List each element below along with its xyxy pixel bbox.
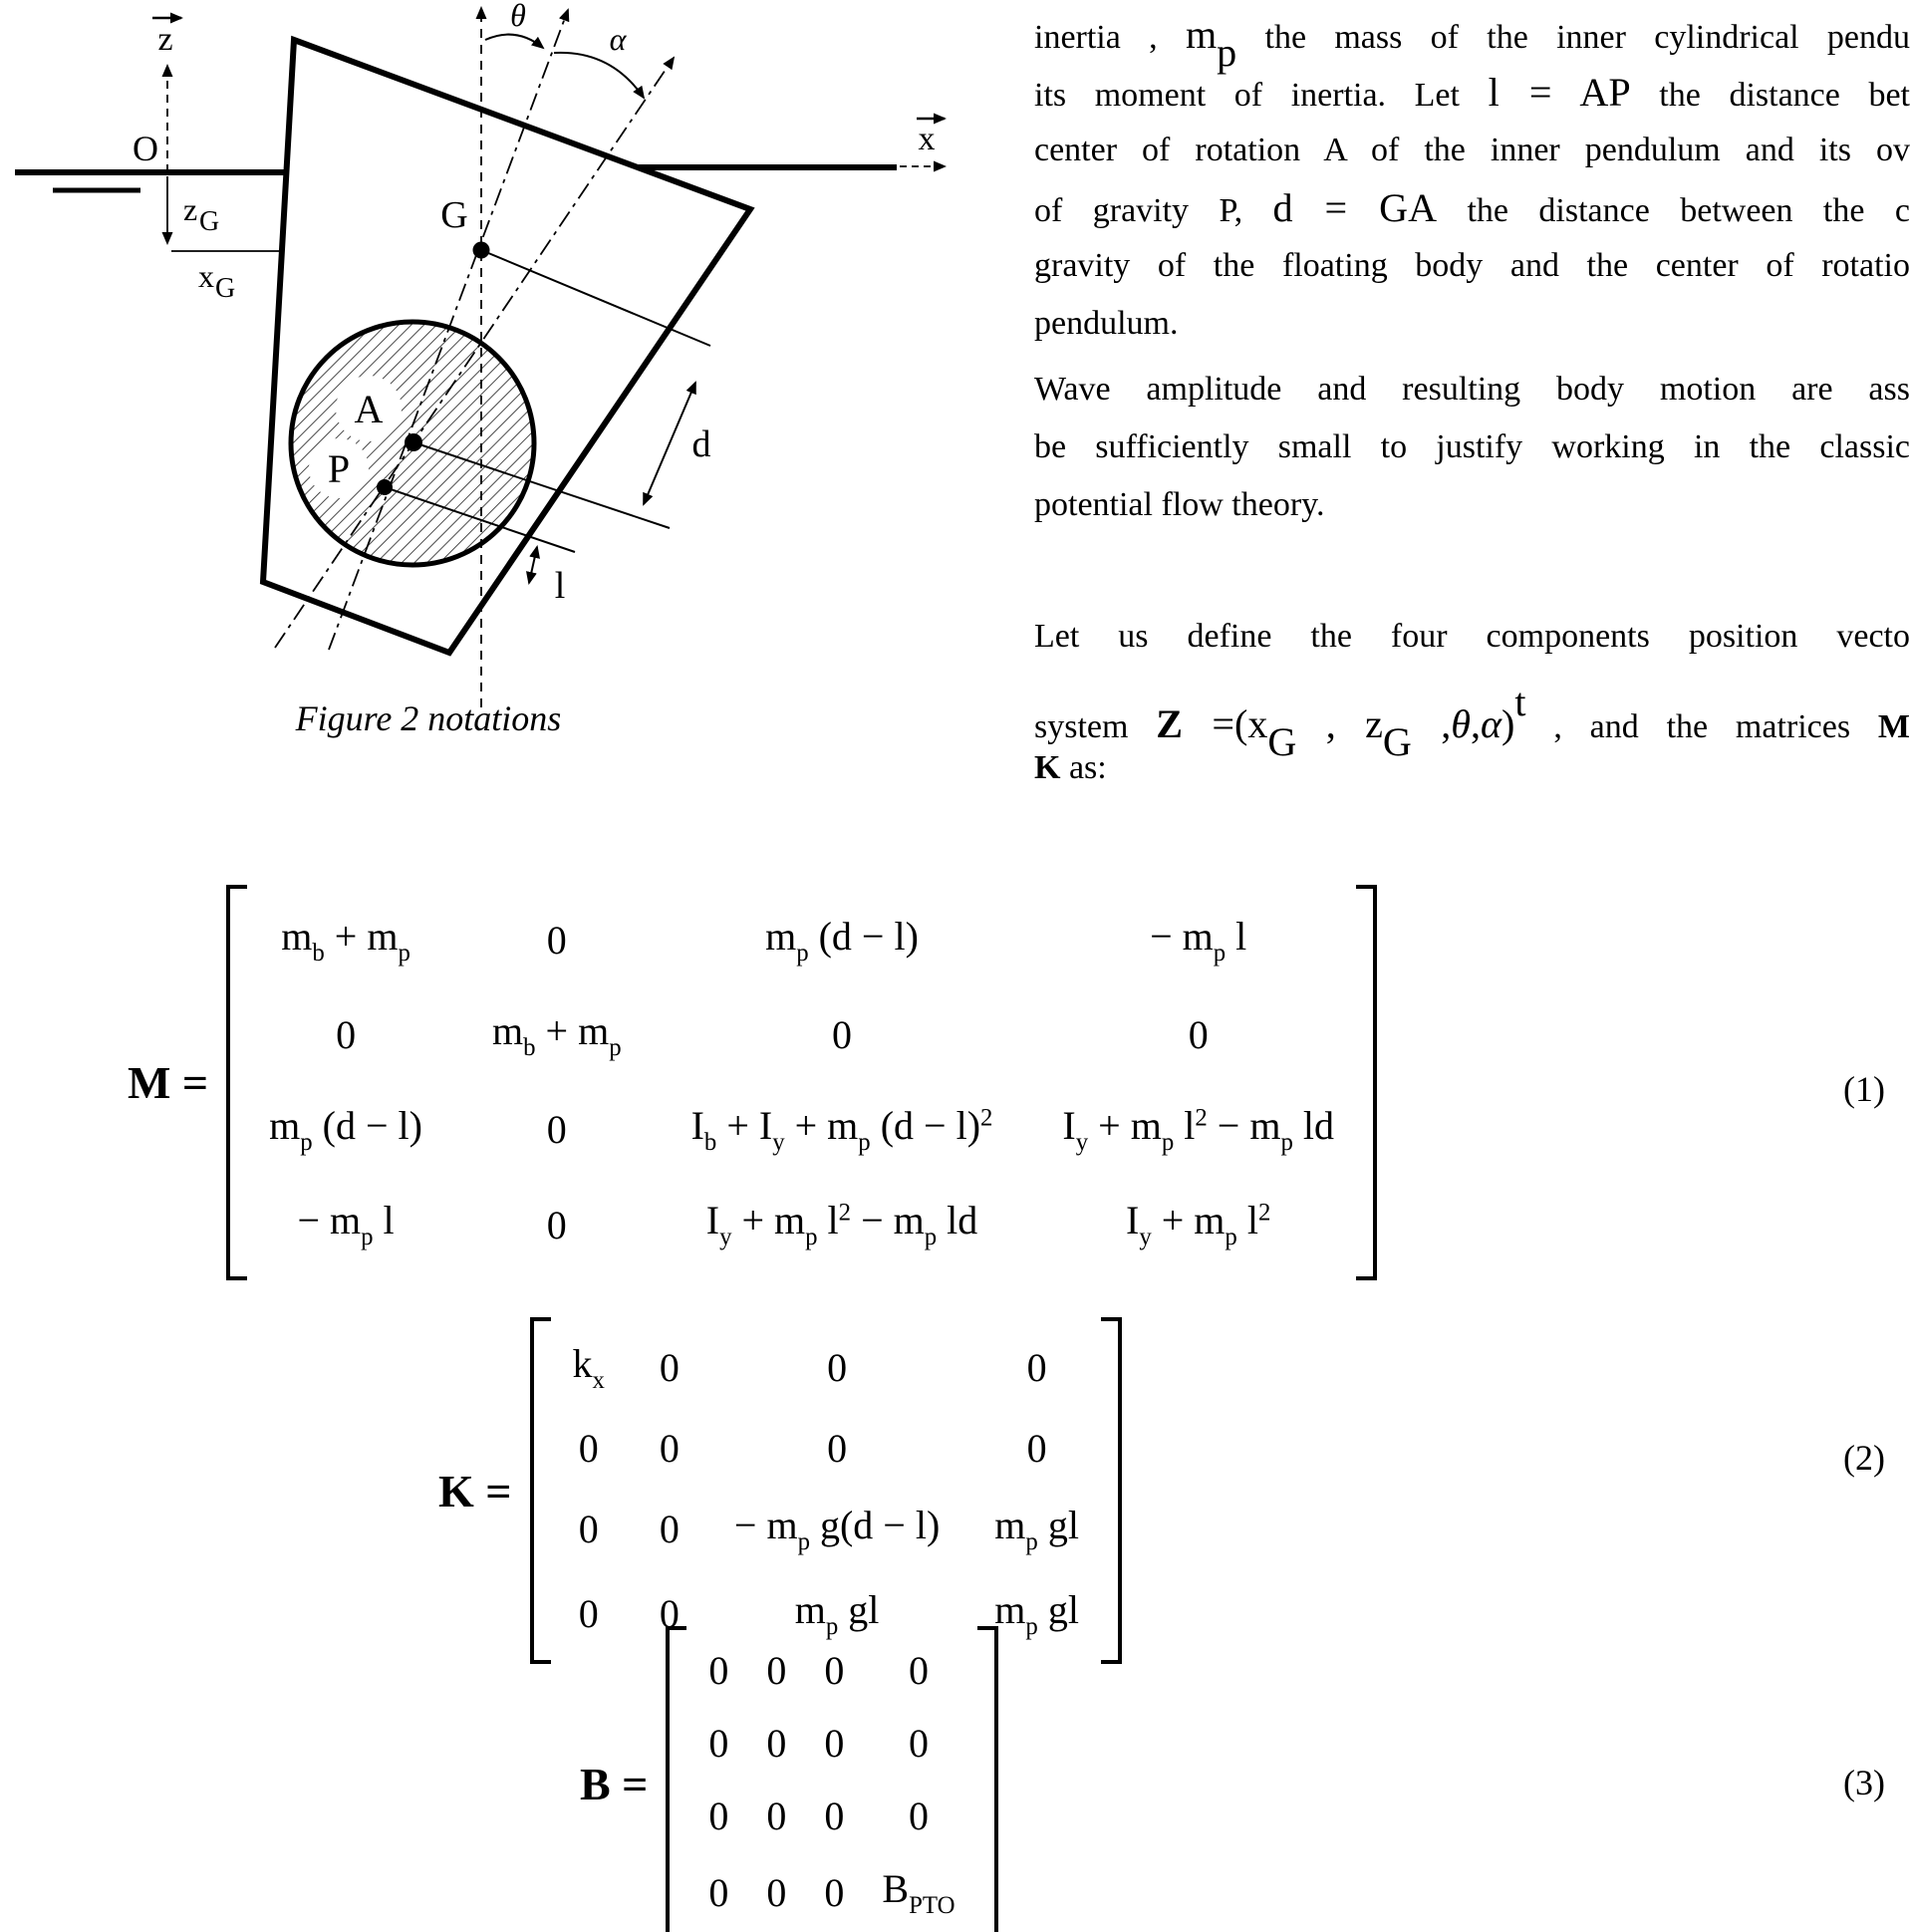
bracket-left bbox=[226, 885, 247, 1280]
l-dimension-arrow bbox=[529, 547, 537, 583]
matrix-cell: $m_p$ gl bbox=[994, 1503, 1079, 1556]
l-dimension-label: l bbox=[554, 565, 566, 607]
matrix-cell: 0 bbox=[827, 1426, 848, 1472]
matrix-cell: $m_p$ (d − l) bbox=[269, 1103, 422, 1157]
matrix-cell: − $m_p$ g(d − l) bbox=[733, 1503, 941, 1556]
matrix-cell: 0 bbox=[708, 1721, 729, 1766]
text-line: Wave amplitude and resulting body motion are ass bbox=[1034, 371, 1910, 408]
matrix-m-label: M = bbox=[128, 1056, 209, 1108]
matrix-m bbox=[226, 885, 1377, 1280]
matrix-cell: 0 bbox=[659, 1426, 680, 1472]
matrix-cell: $I_y + m_p$ $l^2 - m_p$ ld bbox=[1062, 1103, 1334, 1157]
equation-number-2: (2) bbox=[1843, 1438, 1885, 1478]
paragraph-3 bbox=[1034, 604, 1910, 801]
matrix-cell: 0 bbox=[578, 1591, 599, 1637]
matrix-cell: − $m_p$ l bbox=[297, 1198, 395, 1251]
g-point bbox=[473, 242, 490, 259]
matrix-cell: $m_p$ gl bbox=[994, 1587, 1079, 1641]
alpha-arc bbox=[554, 53, 644, 98]
d-dimension-arrow bbox=[644, 383, 695, 504]
equation-mass-matrix bbox=[128, 885, 1377, 1280]
equation-damping-matrix bbox=[580, 1626, 998, 1932]
bracket-right bbox=[977, 1626, 998, 1932]
matrix-k-label: K = bbox=[438, 1465, 512, 1517]
matrix-cell: $m_b + m_p$ bbox=[491, 1008, 622, 1062]
matrix-cell: $k_x$ bbox=[572, 1341, 605, 1395]
matrix-cell: 0 bbox=[578, 1426, 599, 1472]
text-line: system $Z =(x_G$ , $z_G$ ,θ,α)$^t$ , and the matrices M bbox=[1034, 680, 1910, 765]
g-label: G bbox=[440, 194, 468, 236]
z-axis-label: z bbox=[157, 21, 173, 58]
matrix-cell: 0 bbox=[708, 1648, 729, 1693]
matrix-b-label: B = bbox=[580, 1758, 649, 1809]
matrix-cell: 0 bbox=[708, 1794, 729, 1838]
zg-label: z bbox=[183, 191, 198, 227]
matrix-cell: 0 bbox=[908, 1648, 929, 1693]
equation-number-3: (3) bbox=[1843, 1763, 1885, 1802]
matrix-cell: 0 bbox=[336, 1012, 357, 1058]
text-line: its moment of inertia. Let l = AP the distance bet bbox=[1034, 70, 1910, 115]
matrix-cell: 0 bbox=[824, 1648, 845, 1693]
a-point bbox=[405, 433, 422, 451]
text-line: K as: bbox=[1034, 749, 1107, 786]
xg-label: x bbox=[198, 258, 214, 294]
text-line: of gravity P, d = GA the distance between the c bbox=[1034, 185, 1910, 230]
bracket-right bbox=[1101, 1317, 1122, 1664]
xg-label-sub: G bbox=[215, 273, 236, 304]
matrix-cell: 0 bbox=[1188, 1012, 1209, 1058]
matrix-cell: 0 bbox=[546, 1107, 567, 1153]
text-line: Let us define the four components position vecto bbox=[1034, 618, 1910, 655]
equation-number-1: (1) bbox=[1843, 1069, 1885, 1109]
paragraph-1 bbox=[1034, 6, 1910, 353]
matrix-cell: 0 bbox=[824, 1870, 845, 1916]
matrix-k-cells bbox=[551, 1317, 1101, 1664]
paragraph-2 bbox=[1034, 361, 1910, 534]
matrix-cell: 0 bbox=[1026, 1426, 1047, 1472]
matrix-m-cells bbox=[247, 885, 1356, 1280]
alpha-label: α bbox=[609, 21, 627, 57]
x-axis-label: x bbox=[918, 121, 936, 157]
bracket-left bbox=[530, 1317, 551, 1664]
matrix-cell: 0 bbox=[908, 1794, 929, 1838]
p-label: P bbox=[327, 446, 351, 491]
matrix-cell: 0 bbox=[824, 1721, 845, 1766]
bracket-right bbox=[1356, 885, 1377, 1280]
d-dimension-label: d bbox=[691, 423, 711, 465]
theta-label: θ bbox=[510, 0, 526, 33]
matrix-cell: 0 bbox=[659, 1507, 680, 1552]
theta-arc bbox=[485, 35, 543, 48]
matrix-cell: $m_p$ (d − l) bbox=[765, 914, 919, 967]
matrix-cell: 0 bbox=[827, 1345, 848, 1391]
matrix-cell: $I_y + m_p$ $l^2$ bbox=[1126, 1198, 1271, 1251]
text-line: gravity of the floating body and the center of rotatio bbox=[1034, 247, 1910, 284]
matrix-cell: 0 bbox=[908, 1721, 929, 1766]
matrix-cell: 0 bbox=[546, 1202, 567, 1247]
matrix-cell: 0 bbox=[659, 1591, 680, 1637]
matrix-b bbox=[666, 1626, 997, 1932]
matrix-cell: − $m_p$ l bbox=[1150, 914, 1247, 967]
a-label: A bbox=[354, 387, 384, 431]
matrix-cell: $m_b + m_p$ bbox=[281, 914, 410, 967]
text-line: pendulum. bbox=[1034, 305, 1179, 342]
text-line: inertia , $m_p$ the mass of the inner cylindrical pendu bbox=[1034, 12, 1910, 76]
figure-2-diagram bbox=[0, 0, 976, 757]
text-line: center of rotation A of the inner pendulum and its ov bbox=[1034, 132, 1910, 168]
text-line: potential flow theory. bbox=[1034, 486, 1325, 523]
matrix-cell: 0 bbox=[708, 1870, 729, 1916]
matrix-cell: $I_b + I_y + m_p$ $(d - l)^2$ bbox=[690, 1103, 993, 1157]
text-line: be sufficiently small to justify working in the classic bbox=[1034, 428, 1910, 465]
matrix-cell: 0 bbox=[824, 1794, 845, 1838]
equation-stiffness-matrix bbox=[438, 1317, 1122, 1664]
figure-caption: Figure 2 notations bbox=[295, 698, 562, 738]
matrix-cell: 0 bbox=[659, 1345, 680, 1391]
text-column bbox=[1034, 6, 1910, 801]
matrix-cell: 0 bbox=[766, 1721, 787, 1766]
matrix-b-cells bbox=[686, 1626, 976, 1932]
matrix-cell: $m_p$ gl bbox=[794, 1587, 880, 1641]
bracket-left bbox=[666, 1626, 686, 1932]
origin-label: O bbox=[133, 129, 158, 168]
matrix-cell: 0 bbox=[766, 1794, 787, 1838]
zg-label-sub: G bbox=[199, 206, 220, 237]
matrix-cell: $I_y + m_p$ $l^2 - m_p$ ld bbox=[705, 1198, 978, 1251]
matrix-cell: 0 bbox=[1026, 1345, 1047, 1391]
matrix-cell: 0 bbox=[578, 1507, 599, 1552]
matrix-cell: 0 bbox=[766, 1870, 787, 1916]
matrix-k bbox=[530, 1317, 1122, 1664]
p-point bbox=[377, 479, 393, 495]
matrix-cell: 0 bbox=[546, 918, 567, 964]
matrix-cell: $B_{PTO}$ bbox=[882, 1866, 955, 1920]
matrix-cell: 0 bbox=[766, 1648, 787, 1693]
matrix-cell: 0 bbox=[832, 1012, 852, 1058]
